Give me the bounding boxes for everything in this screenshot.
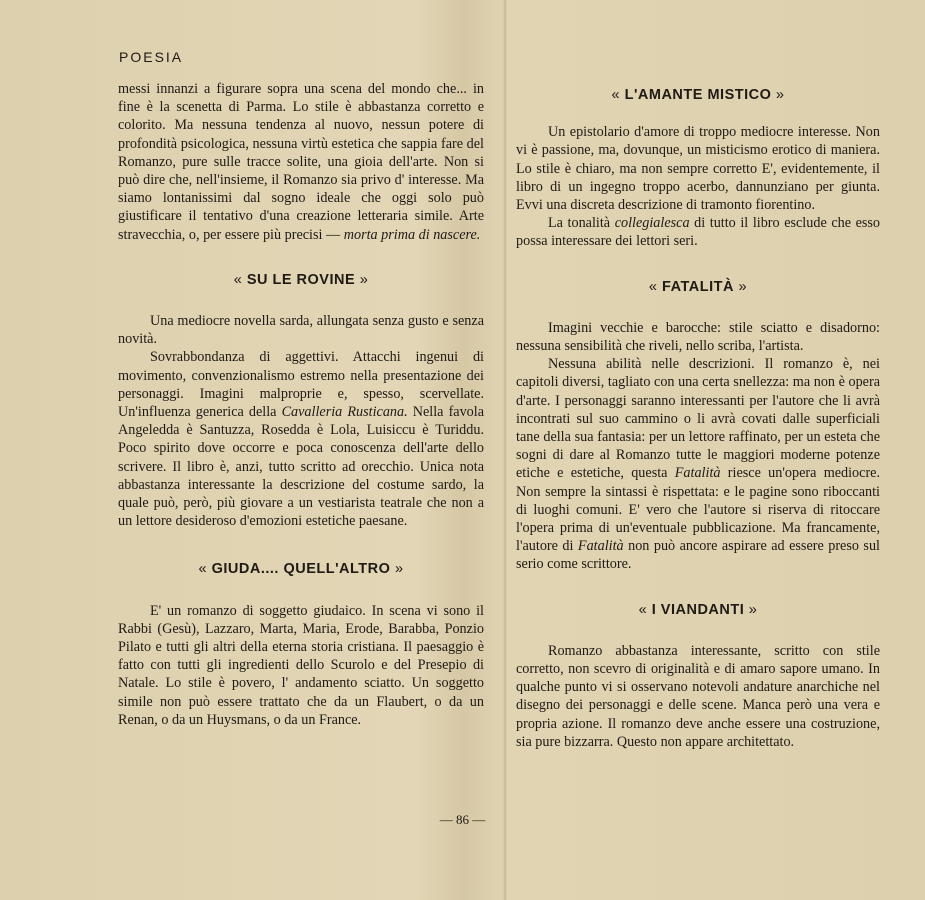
title-text: I VIANDANTI [651,601,745,618]
title-open-quote: « [638,601,648,618]
title-text: L'AMANTE MISTICO [624,87,772,103]
title-close-quote: » [738,278,748,295]
fatalita-paragraph-1: Imagini vecchie e barocche: stile sciatto e disadorno: nessuna sensibilità che riveli, nello scriba, l'artista. [516,319,880,355]
section-title-fatalita [516,278,880,296]
rovine-paragraph-2 [118,348,484,530]
title-text: FATALITÀ [662,278,734,295]
rovine-text-b: Nella favola Angeledda è Santuzza, Rosedda è Lola, Luisiccu è Turiddu. Poco spirito dove occorre e poca conoscenza dell'arte dello scrivere. Il libro è, anzi, tutto scritto ad orecchio. Unica nota abbastanza interessante la descrizione del costume sardo, la quale può, però, più giovare a un vestiarista teatrale che non a un lettore desideroso d'emozioni estetiche paesane. [118,404,485,530]
rovine-italic: Cavalleria Rusticana. [281,404,408,421]
title-open-quote: « [611,87,621,103]
title-text: GIUDA.... QUELL'ALTRO [211,561,391,578]
fatalita-text-c: non può ancore aspirare ad essere preso sul serio come scrittore. [516,538,880,573]
fatalita-text-b: riesce un'opera mediocre. Non sempre la sintassi è rispettata: e le pagine sono riboccanti di luoghi comuni. E' vero che l'autore si riserva di ritoccare l'opera prima di un'eventuale pubblicazione. Ma francamente, l'autore di [516,465,881,555]
title-close-quote: » [359,271,369,288]
fatalita-italic-2: Fatalità [577,538,624,555]
title-close-quote: » [775,87,785,103]
section-title-viandanti [516,601,880,619]
fatalita-text-a: Nessuna abilità nelle descrizioni. Il romanzo è, nei capitoli diversi, tagliato con una certa snellezza: ma non è opera d'arte. I personaggi saranno interessanti per l'autore che li avrà incontrati sul suo cammino o li avrà covati dalle superficiali tane della sua fantasia: per un lettore raffinato, per un esteta che sogni di dare al Romanzo tutte le maggiori moderne potenze etiche e estetiche, questa [516,356,880,482]
left-column [118,80,484,729]
amante-text-b: di tutto il libro esclude che esso possa interessare dei lettori seri. [516,215,881,250]
running-header: POESIA [119,49,184,65]
title-open-quote: « [198,561,208,578]
rovine-paragraph-1: Una mediocre novella sarda, allungata senza gusto e senza novità. [118,313,484,348]
title-close-quote: » [748,601,758,618]
page-number: — 86 — [439,812,486,827]
page-fold [503,0,507,900]
intro-text: messi innanzi a figurare sopra una scena del mondo che... in fine è la scenetta di Parma. Lo stile è abbastanza corretto e colorito. Ma nessuna tendenza al nuovo, nessun potere di profondità psicologica, nessuna virtù estetica che sappia fare del Romanzo, pure sulle tracce solite, una gioia dell'arte. Non si può dire che, nell'insieme, il Romanzo sia privo d' interesse. Ma siamo lontanissimi dal sogno ideale che oggi solo può giustificare il tentativo d'una creazione letteraria simile. Arte stravecchia, o, per essere più precisi — [118,81,484,243]
rovine-text-a: Sovrabbondanza di aggettivi. Attacchi ingenui di movimento, convenzionalismo estremo nella presentazione dei personaggi. Imagini malproprie e, spesso, scervellate. Un'influenza generica della [118,349,484,421]
amante-paragraph-1: Un epistolario d'amore di troppo mediocre interesse. Non vi è passione, ma, dovunque, un misticismo erotico di maniera. Lo stile è chiaro, ma non sempre corretto E', evidentemente, il libro di un ingegno troppo acerbo, dannunziano per giunta. Evvi una discreta descrizione di tramonto fiorentino. [516,124,880,214]
section-title-su-le-rovine [118,271,484,289]
right-column [516,80,880,751]
fatalita-paragraph-2 [516,355,880,573]
section-title-amante-mistico [516,86,880,104]
amante-text-a: La tonalità [548,215,611,232]
amante-paragraph-2 [516,214,880,250]
amante-italic: collegialesca [614,215,690,232]
fatalita-italic-1: Fatalità [674,465,721,482]
viandanti-paragraph-1: Romanzo abbastanza interessante, scritto con stile corretto, non scevro di originalità e di amaro sapore umano. In qualche punto vi si osservano notevoli andature anarchiche nel disegno dei personaggi e delle scene. Manca però una vera e propria azione. Il romanzo deve anche essere una costruzione, sia pure bizzarra. Questo non appare architettato. [516,642,880,750]
title-open-quote: « [233,271,243,288]
intro-paragraph [118,80,484,244]
giuda-paragraph-1: E' un romanzo di soggetto giudaico. In scena vi sono il Rabbi (Gesù), Lazzaro, Marta, Maria, Erode, Barabba, Ponzio Pilato e tutti gli altri della eterna storia cristiana. Il paesaggio è fatto con tutti gli ingredienti dello Scurolo e del Presepio di Natale. Lo stile è povero, l' andamento sciatto. Un soggetto simile non può essere trattato che da un Flaubert, o da un Renan, o da un Huysmans, o da un France. [118,602,484,728]
title-text: SU LE ROVINE [246,271,356,288]
intro-italic: morta prima di nascere. [343,226,481,243]
title-open-quote: « [648,278,658,295]
title-close-quote: » [394,561,404,578]
section-title-giuda [118,560,484,578]
